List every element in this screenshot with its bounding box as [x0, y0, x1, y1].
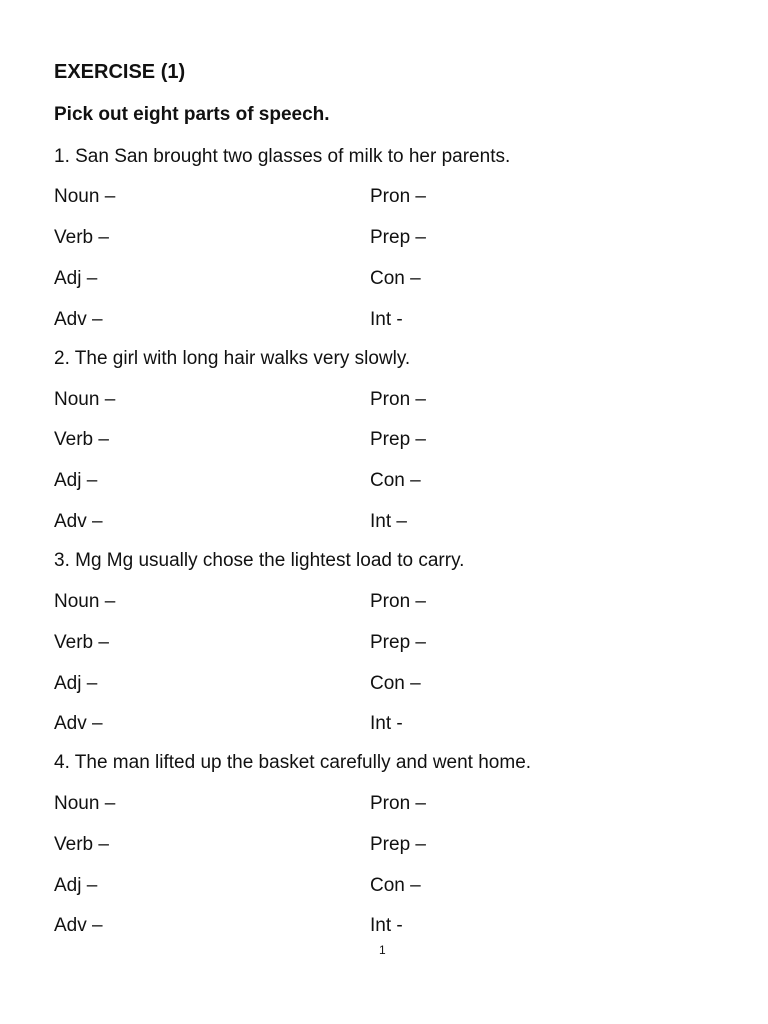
q1-con-label: Con – [370, 268, 421, 289]
q3-noun-label: Noun – [54, 591, 116, 612]
q2-noun-label: Noun – [54, 389, 116, 410]
q4-adv-label: Adv – [54, 915, 103, 936]
q2-adj-label: Adj – [54, 470, 98, 491]
q3-con-label: Con – [370, 673, 421, 694]
q3-adj-label: Adj – [54, 673, 98, 694]
q2-con-label: Con – [370, 470, 421, 491]
q1-adj-label: Adj – [54, 268, 98, 289]
q2-prep-label: Prep – [370, 429, 426, 450]
q4-prep-label: Prep – [370, 834, 426, 855]
q1-prep-label: Prep – [370, 227, 426, 248]
question-1-sentence: 1. San San brought two glasses of milk to her parents. [54, 146, 511, 167]
page-number: 1 [379, 943, 386, 957]
q3-pron-label: Pron – [370, 591, 426, 612]
exercise-title: EXERCISE (1) [54, 61, 186, 83]
q2-adv-label: Adv – [54, 511, 103, 532]
q4-int-label: Int - [370, 915, 403, 936]
q3-verb-label: Verb – [54, 632, 109, 653]
q1-verb-label: Verb – [54, 227, 109, 248]
q3-prep-label: Prep – [370, 632, 426, 653]
q2-pron-label: Pron – [370, 389, 426, 410]
q3-int-label: Int - [370, 713, 403, 734]
q1-pron-label: Pron – [370, 186, 426, 207]
q1-adv-label: Adv – [54, 309, 103, 330]
question-2-sentence: 2. The girl with long hair walks very slowly. [54, 348, 411, 369]
q4-adj-label: Adj – [54, 875, 98, 896]
q2-int-label: Int – [370, 511, 407, 532]
q1-int-label: Int - [370, 309, 403, 330]
question-4-sentence: 4. The man lifted up the basket carefully and went home. [54, 752, 532, 773]
q4-noun-label: Noun – [54, 793, 116, 814]
q4-con-label: Con – [370, 875, 421, 896]
q2-verb-label: Verb – [54, 429, 109, 450]
q1-noun-label: Noun – [54, 186, 116, 207]
q4-verb-label: Verb – [54, 834, 109, 855]
question-3-sentence: 3. Mg Mg usually chose the lightest load to carry. [54, 550, 465, 571]
q3-adv-label: Adv – [54, 713, 103, 734]
q4-pron-label: Pron – [370, 793, 426, 814]
exercise-instruction: Pick out eight parts of speech. [54, 104, 330, 125]
